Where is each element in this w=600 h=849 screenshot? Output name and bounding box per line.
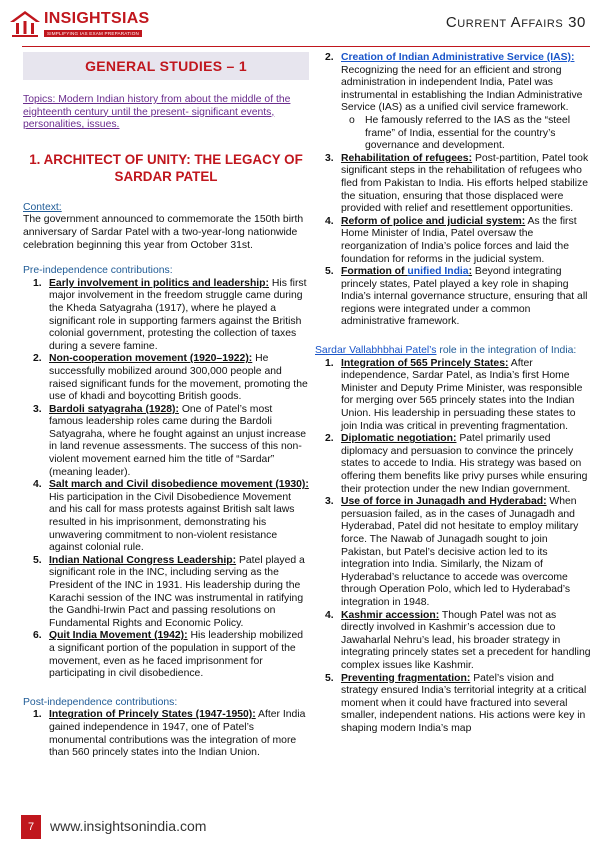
item-number: 5. [325, 672, 334, 684]
post-independence-heading: Post-independence contributions: [23, 696, 178, 708]
item-term: Formation of [341, 266, 408, 278]
item-text: Recognizing the need for an efficient and strong administration in independent India, Patel was instrumental in establishing the Indian Administrative Service (IAS) as a unified civil service framework. [341, 64, 583, 114]
gs-title-box [23, 52, 309, 80]
sub-bullet-text: He famously referred to the IAS as the “steel frame” of India, essential for the country’s governance and development. [365, 114, 571, 152]
insightsias-logo[interactable] [8, 6, 158, 46]
integration-role-list [315, 358, 591, 736]
list-item [23, 278, 309, 354]
list-item [315, 433, 591, 496]
item-text: His participation in the Civil Disobedience Movement and his call for mass protests against British salt laws resulted in his imprisonment, demonstrating his unwavering commitment to non-violent resistance against colonial rule. [49, 491, 295, 554]
post-independence-list [23, 709, 309, 759]
item-number: 4. [33, 479, 42, 491]
item-number: 3. [325, 496, 334, 508]
logo-emblem-icon [8, 8, 42, 38]
list-item [315, 266, 591, 329]
item-term-colon: : [468, 266, 473, 278]
item-text: After India gained independence in 1947, one of Patel’s monumental contributions was the integration of more than 560 princely states into the Indian Union. [49, 709, 306, 759]
item-text: One of Patel’s most famous leadership roles came during the Bardoli Satyagraha, where he fought against an unjust increase in land revenue assessments. The success of this non-violent movement earned him the title of “Sardar” (meaning leader). [49, 403, 307, 478]
item-text: His first major involvement in the freedom struggle came during the Kheda Satyagraha (1917), where he played a significant role in supporting farmers against the British colonial government, protesting the collection of taxes during a severe famine. [49, 277, 307, 352]
heading-rest: role in the integration of India: [436, 345, 577, 357]
item-term: Use of force in Junagadh and Hyderabad: [341, 496, 547, 508]
list-item [315, 610, 591, 673]
item-term: Diplomatic negotiation: [341, 433, 457, 445]
list-item [23, 479, 309, 555]
item-term: Indian National Congress Leadership: [49, 554, 237, 566]
page-header [0, 0, 600, 48]
article-title: 1. ARCHITECT OF UNITY: THE LEGACY OF SARDAR PATEL [29, 151, 303, 184]
hollow-bullet-icon: o [349, 114, 355, 126]
item-term: Rehabilitation of refugees: [341, 152, 473, 164]
item-term: Early involvement in politics and leadership: [49, 277, 269, 289]
item-text: His leadership mobilized a significant portion of the population in support of the movement, even as he faced imprisonment for participating in civil disobedience. [49, 630, 304, 680]
item-term: Quit India Movement (1942): [49, 630, 188, 642]
item-text: Patel primarily used diplomacy and persuasion to convince the princely states to accede to India. His strategy was based on offering them benefits like privy purses while ensuring their protection under the new Indian government. [341, 433, 588, 495]
list-item [315, 496, 591, 609]
unified-india-link[interactable]: unified India [407, 266, 469, 278]
item-text: Though Patel was not as directly involved in Kashmir’s accession due to Jawaharlal Nehru’s lead, his broader strategy in integrating princely states set a precedent for handling complex issues like Kashmir. [341, 609, 591, 671]
item-number: 3. [325, 152, 334, 164]
item-number: 1. [325, 357, 334, 369]
item-term: Integration of Princely States (1947-1950): [49, 709, 256, 721]
list-item [315, 52, 591, 115]
item-text: Patel’s vision and strategy ensured India’s territorial integrity at a critical moment when it could have fractured into several smaller, independent nations. His actions were key in shaping modern India’s map [341, 672, 587, 734]
item-term: Non-cooperation movement (1920–1922): [49, 353, 253, 365]
item-number: 3. [33, 403, 42, 415]
patel-link[interactable]: Sardar Vallabhbhai Patel’s [315, 345, 437, 357]
item-text: After independence, Sardar Patel, as India’s first Home Minister and Deputy Prime Minister, was responsible for merging over 565 princely states into the Indian Union. His leadership in persuading these states to join India was critical in preventing fragmentation. [341, 357, 583, 432]
item-term: Integration of 565 Princely States: [341, 357, 509, 369]
item-text: Post-partition, Patel took significant steps in the rehabilitation of refugees who fled from Pakistan to India. His efforts helped stabilize the situation, ensuring that those displaced were provided with relief and resettlement opportunities. [341, 152, 589, 215]
pre-independence-heading: Pre-independence contributions: [23, 265, 173, 277]
item-term: Bardoli satyagraha (1928): [49, 403, 179, 415]
page-footer [0, 812, 600, 849]
item-number: 4. [325, 609, 334, 621]
list-item [315, 673, 591, 736]
item-number: 5. [325, 266, 334, 278]
topics-line[interactable]: Topics: Modern Indian history from about the middle of the eighteenth century until the present- significant events, personalities, issues. [23, 94, 291, 131]
item-term: Kashmir accession: [341, 609, 440, 621]
context-heading: Context: [23, 201, 62, 213]
item-term: Salt march and Civil disobedience movement (1930): [49, 479, 309, 491]
brand-tagline: SIMPLIFYING IAS EXAM PREPARATION [44, 30, 142, 37]
header-divider [22, 46, 590, 47]
item-text: As the first Home Minister of India, Patel oversaw the reorganization of India’s police forces and laid the foundation for reforms in the judicial system. [341, 215, 577, 265]
sub-bullet [315, 115, 591, 153]
list-item [23, 404, 309, 480]
item-text: He successfully mobilized around 300,000 people and raised significant funds for the movement, promoting the use of khadi and boycotting British goods. [49, 353, 308, 403]
item-text: Patel played a significant role in the INC, including serving as the President of the INC in 1931. His leadership during the Karachi session of the INC was instrumental in ratifying the Gandhi-Irwin Pact and passing resolutions on Fundamental Rights and Economic Policy. [49, 554, 305, 629]
page-number: 7 [21, 815, 41, 839]
list-item [315, 358, 591, 434]
brand-name: INSIGHTSIAS [44, 10, 150, 27]
item-number: 2. [325, 433, 334, 445]
pre-independence-list [23, 278, 309, 681]
item-text: Beyond integrating princely states, Patel played a key role in shaping India’s internal governance structure, ensuring that all regions were integrated under a common administrative framework. [341, 266, 588, 328]
website-link[interactable]: www.insightsonindia.com [50, 818, 207, 834]
issue-label: Current Affairs 30 [445, 14, 586, 31]
gs-title: GENERAL STUDIES – 1 [85, 58, 247, 74]
post-independence-list-continued [315, 52, 591, 115]
post-independence-list-rest [315, 153, 591, 329]
item-text: When persuasion failed, as in the cases of Junagadh and Hyderabad, Patel did not hesitate to employ military force. The Nawab of Junagadh sought to join Pakistan, but Patel’s decisive action led to its integration into India. Similarly, the Nizam of Hyderabad’s reluctance to accede was overcome through Operation Polo, which led to Hyderabad’s integration in 1948. [341, 496, 579, 608]
item-number: 1. [33, 277, 42, 289]
list-item [23, 555, 309, 631]
item-term: Preventing fragmentation: [341, 672, 471, 684]
item-number: 4. [325, 215, 334, 227]
item-number: 5. [33, 554, 42, 566]
item-number: 1. [33, 709, 42, 721]
list-item [315, 153, 591, 216]
item-number: 2. [33, 353, 42, 365]
integration-role-heading [315, 345, 591, 358]
item-number: 2. [325, 52, 334, 63]
context-paragraph: The government announced to commemorate the 150th birth anniversary of Sardar Patel with a two-year-long nationwide celebration beginning this year from October 31st. [23, 214, 304, 251]
list-item [23, 353, 309, 403]
ias-link[interactable]: Creation of Indian Administrative Service (IAS): [341, 52, 575, 63]
list-item [23, 630, 309, 680]
list-item [315, 216, 591, 266]
item-term: Reform of police and judicial system: [341, 215, 526, 227]
item-number: 6. [33, 630, 42, 642]
list-item [23, 709, 309, 759]
left-column [23, 52, 309, 760]
right-column [315, 52, 591, 735]
